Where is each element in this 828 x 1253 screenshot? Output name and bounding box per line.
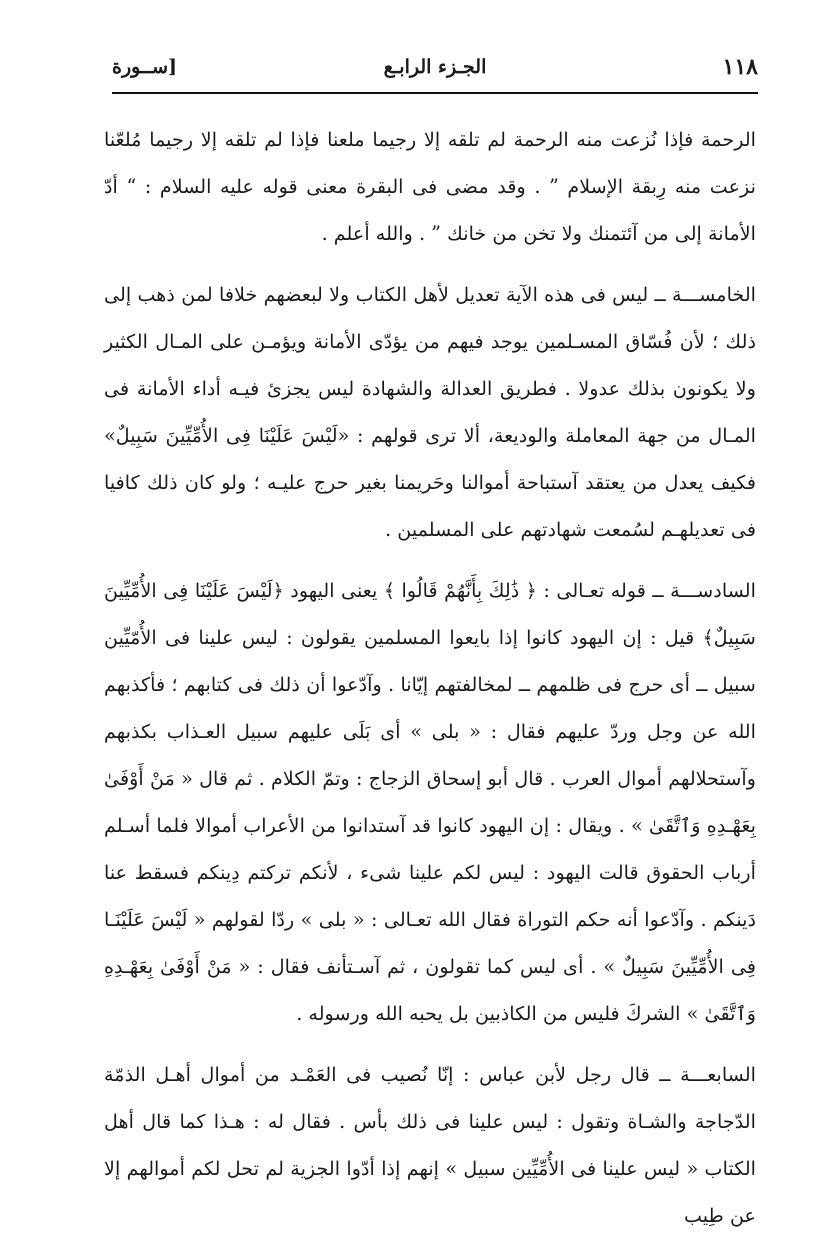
page-header: [112, 46, 758, 94]
paragraph-seventh: السابعـــة ــ قال رجل لأبن عباس : إنّا نُصيب فى العَمْـد من أموال أهـل الذمّة الدّجاجة والشـاة وتقول : ليس علينا فى ذلك بأس . فقال له : هـذا كما قال أهل الكتاب « ليس علينا فى الأُمِّيِّين سبيل » إنهم إذا أدّوا الجزية لم تحل لكم أموالهم إلا عن طِيب: [104, 1063, 756, 1227]
paragraph-intro-continuation: الرحمة فإذا نُزعت منه الرحمة لم تلقه إلا رجيما ملعنا فإذا لم تلقه إلا رجيما مُلعّنا نزعت منه رِبقة الإسلام ” . وقد مضى فى البقرة معنى قوله عليه السلام : “ أدّ الأمانة إلى من آئتمنك ولا تخن من خانك ” . والله أعلم .: [104, 128, 756, 245]
running-head: الجـزء الرابـع: [383, 56, 487, 78]
paragraph-sixth: السادســـة ــ قوله تعـالى : ﴿ ذَٰلِكَ بِأَنَّهُمْ قَالُوا ﴾ يعنى اليهود ﴿لَيْسَ عَلَيْنَا فِى الأُمِّيِّينَ سَبِيلٌ﴾ قيل : إن اليهود كانوا إذا بايعوا المسلمين يقولون : ليس علينا فى الأُمّيِّين سبيل ــ أى حرج فى ظلمهم ــ لمخالفتهم إيّانا . وآدّعوا أن ذلك فى كتابهم ؛ فأكذبهم الله عن وجل وردّ عليهم فقال : « بلى » أى بَلَى عليهم سبيل العـذاب بكذبهم وآستحلالهم أموال العرب . قال أبو إسحاق الزجاج : وتمّ الكلام . ثم قال « مَنْ أَوْفَىٰ بِعَهْـدِهِ وَٱتَّقَىٰ » . ويقال : إن اليهود كانوا قد آستدانوا من الأعراب أموالا فلما أسـلم أرباب الحقوق قالت اليهود : ليس لكم علينا شىء ، لأنكم تركتم دِينكم فسقط عنا دَينكم . وآدّعوا أنه حكم التوراة فقال الله تعـالى : « بلى » ردّا لقولهم « لَيْسَ عَلَيْنَـا فِى الأُمِّيِّينَ سَبِيلٌ » . أى ليس كما تقولون ، ثم آسـتأنف فقال : « مَنْ أَوْفَىٰ بِعَهْـدِهِ وَٱتَّقَىٰ » الشركَ فليس من الكاذبين بل يحبه الله ورسوله .: [104, 579, 756, 1025]
surah-label: [ســورة: [112, 56, 177, 78]
page-body: [104, 116, 756, 1253]
page-number: ١١٨: [722, 54, 758, 80]
paragraph-fifth: الخامســـة ــ ليس فى هذه الآية تعديل لأهل الكتاب ولا لبعضهم خلافا لمن ذهب إلى ذلك ؛ لأن فُسّاق المسـلمين يوجد فيهم من يؤدّى الأمانة ويؤمـن على المـال الكثير ولا يكونون بذلك عدولا . فطريق العدالة والشهادة ليس يجزئ فيـه أداء الأمانة فى المـال من جهة المعاملة والوديعة، ألا ترى قولهم : «لَيْسَ عَلَيْنَا فِى الأُمِّيِّينَ سَبِيلٌ» فكيف يعدل من يعتقد آستباحة أموالنا وحَريمنا بغير حرج عليـه ؛ ولو كان ذلك كافيا فى تعديلهـم لسُمعت شهادتهم على المسلمين .: [104, 283, 756, 541]
